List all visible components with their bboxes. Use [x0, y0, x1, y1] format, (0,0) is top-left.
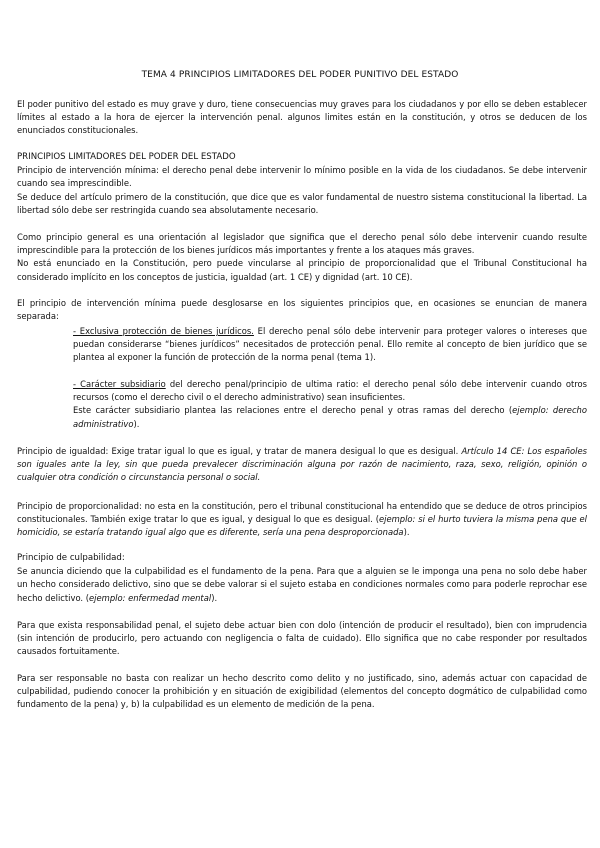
intro-paragraph	[17, 98, 587, 138]
orientacion-section	[17, 231, 587, 284]
exclusiva-label: - Exclusiva protección de bienes jurídicos.	[73, 326, 254, 336]
responsabilidad-paragraph	[17, 619, 587, 659]
exclusiva-text: El derecho penal sólo debe intervenir para proteger valores o intereses que puedan considerarse “bienes jurídicos” necesitados de protección penal. Ello remite al concepto de bien jurídico que se plantea al exponer la función de protección de la norma penal (tema 1).	[73, 326, 587, 363]
subsidiario-item	[73, 378, 587, 431]
subsidiario-p2: Este carácter subsidiario plantea las relaciones entre el derecho penal y otras ramas del derecho (	[73, 405, 513, 416]
intro-text: El poder punitivo del estado es muy grave y duro, tiene consecuencias muy graves para los ciudadanos y por ello se deben establecer límites al estado a la hora de ejercer la intervención penal. algunos limites están en la constitución, y otros se deducen de los enunciados constitucionales.	[17, 99, 587, 136]
intervencion-p2: Se deduce del artículo primero de la constitución, que dice que es valor fundamental de nuestro sistema constitucional la libertad. La libertad sólo debe ser restringida cuando sea absolutamente necesario.	[17, 191, 587, 215]
orientacion-p1: Como principio general es una orientación al legislador que significa que el derecho penal sólo debe intervenir cuando resulte imprescindible para la protección de los bienes jurídicos más importantes y frente a los ataques más graves.	[17, 232, 587, 256]
proporcionalidad-paragraph	[17, 500, 587, 540]
igualdad-text: Principio de igualdad: Exige tratar igual lo que es igual, y tratar de manera desigual lo que es desigual.	[17, 446, 462, 456]
culpabilidad-section	[17, 552, 587, 605]
responsabilidad-text: Para que exista responsabilidad penal, el sujeto debe actuar bien con dolo (intención de producir el resultado), bien con imprudencia (sin intención de producirlo, pero actuando con negligencia o falta de cuidado). Ello significa que no cabe responder por resultados causados fortuitamente.	[17, 620, 587, 657]
culpabilidad-heading: Principio de culpabilidad:	[17, 553, 125, 563]
subsidiario-label: - Carácter subsidiario	[73, 379, 166, 389]
intervencion-p1: Principio de intervención mínima: el derecho penal debe intervenir lo mínimo posible en la vida de los ciudadanos. Se debe intervenir cuando sea imprescindible.	[17, 165, 587, 189]
capacidad-text: Para ser responsable no basta con realizar un hecho descrito como delito y no justificado, sino, además actuar con capacidad de culpabilidad, pudiendo conocer la prohibición y en situación de exigibilidad (elementos del concepto dogmático de culpabilidad como fundamento de la pena) y, b) la culpabilidad es un elemento de medición de la pena.	[17, 673, 587, 710]
desglose-paragraph	[17, 297, 587, 323]
proporcionalidad-end: ).	[403, 527, 410, 538]
exclusiva-item	[73, 325, 587, 365]
proporcionalidad-example: ejemplo: si el hurto tuviera la misma pena que el homicidio, se estaría tratando igual algo que es diferente, sería una pena desproporcionada	[17, 514, 588, 538]
subsidiario-example: ejemplo: derecho administrativo	[73, 405, 587, 429]
section-heading: PRINCIPIOS LIMITADORES DEL PODER DEL ESTADO	[17, 152, 236, 162]
igualdad-paragraph	[17, 445, 587, 485]
culpabilidad-example: ejemplo: enfermedad mental	[89, 592, 212, 603]
culpabilidad-text: Se anuncia diciendo que la culpabilidad es el fundamento de la pena. Para que a alguien se le imponga una pena no solo debe haber un hecho considerado delictivo, sino que se debe valorar si el sujeto estaba en condiciones normales como para poderle reprochar ese hecho delictivo. (	[17, 566, 587, 603]
capacidad-paragraph	[17, 672, 587, 712]
culpabilidad-end: ).	[211, 592, 218, 603]
subsidiario-text: del derecho penal/principio de ultima ratio: el derecho penal sólo debe intervenir cuando otros recursos (como el derecho civil o el derecho administrativo) sean insuficientes.	[73, 379, 587, 403]
intervencion-section	[17, 151, 587, 217]
page-title: TEMA 4 PRINCIPIOS LIMITADORES DEL PODER PUNITIVO DEL ESTADO	[141, 70, 459, 80]
igualdad-article: Artículo 14 CE: Los españoles son iguales ante la ley, sin que pueda prevalecer discriminación alguna por razón de nacimiento, raza, sexo, religión, opinión o cualquier otra condición o circunstancia personal o social.	[17, 446, 588, 483]
subsidiario-p2-end: ).	[133, 418, 140, 429]
orientacion-p2: No está enunciado en la Constitución, pero puede vincularse al principio de proporcionalidad que el Tribunal Constitucional ha considerado implícito en los conceptos de justicia, igualdad (art. 1 CE) y dignidad (art. 10 CE).	[17, 258, 587, 282]
proporcionalidad-text: Principio de proporcionalidad: no esta en la constitución, pero el tribunal constitucional ha entendido que se deduce de otros principios constitucionales. También exige tratar lo que es igual, y desigual lo que es desigual. (	[17, 501, 587, 525]
desglose-text: El principio de intervención mínima puede desglosarse en los siguientes principios que, en ocasiones se enuncian de manera separada:	[17, 298, 587, 322]
